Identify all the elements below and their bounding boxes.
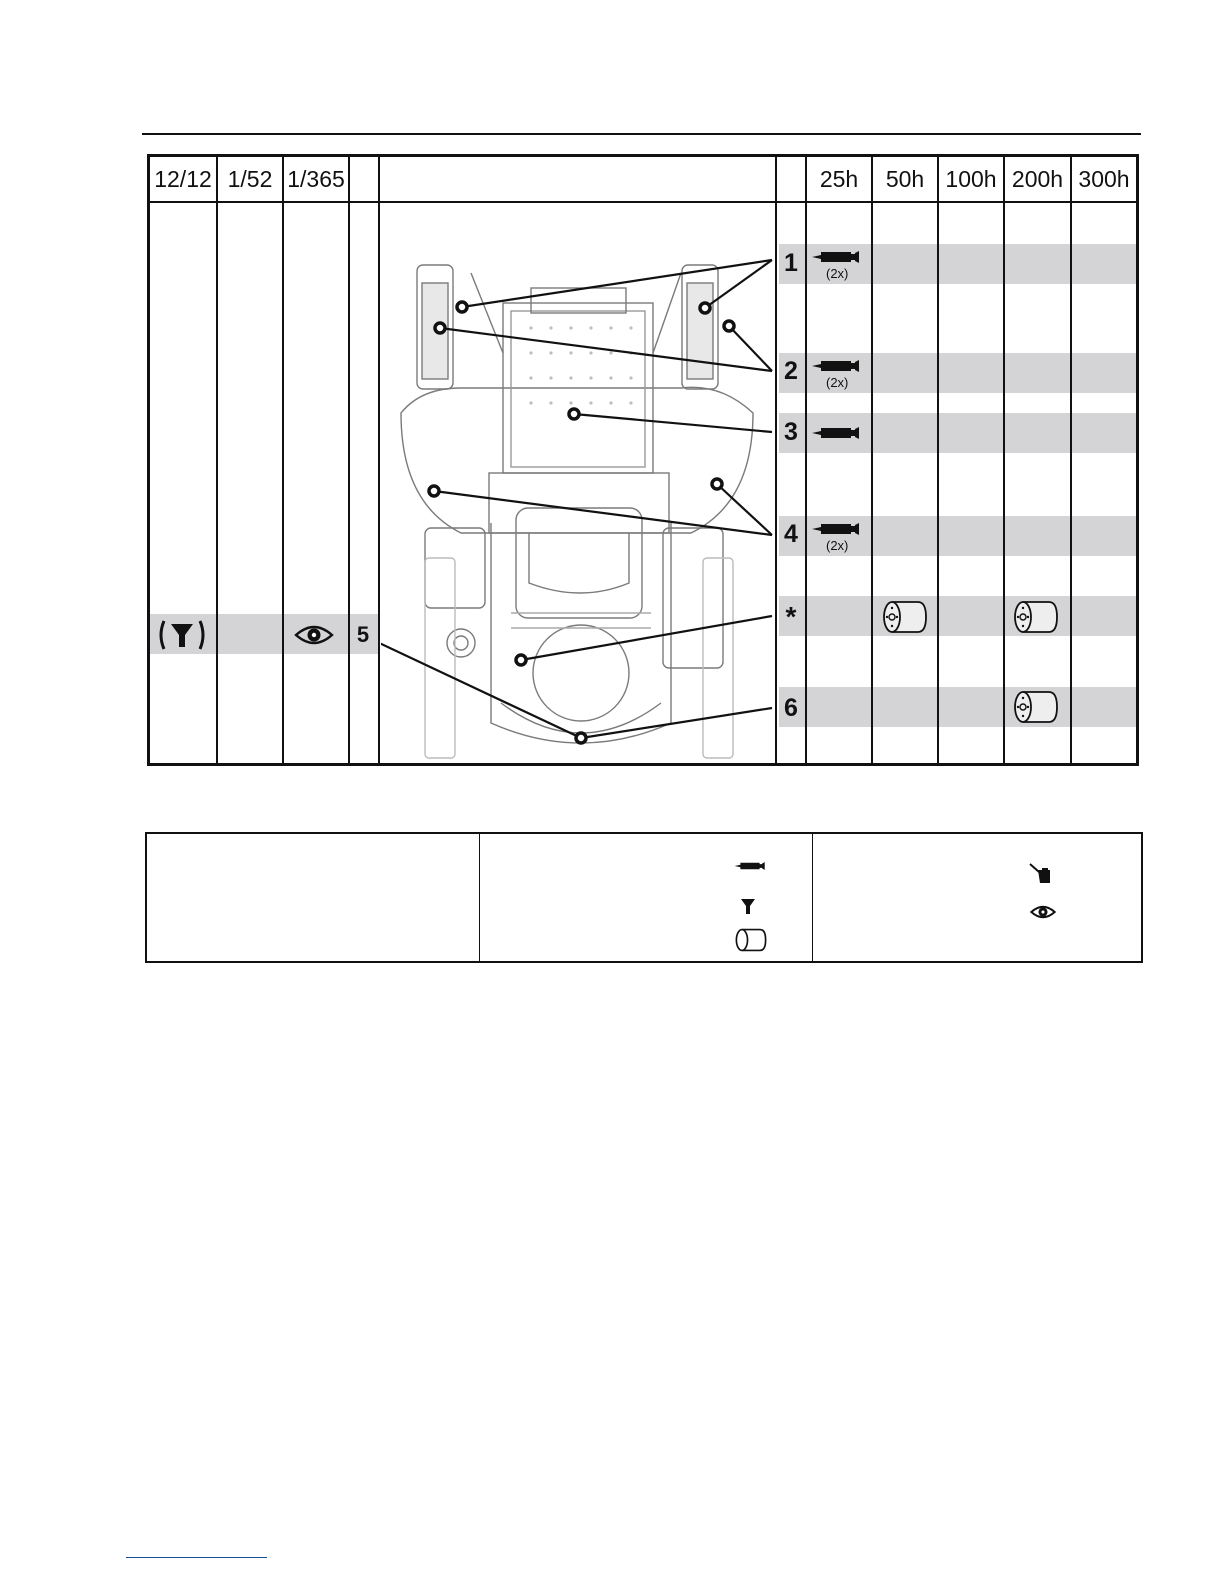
header-1-365: 1/365 (287, 165, 345, 192)
header-300h: 300h (1078, 165, 1130, 192)
row-number-4: 4 (784, 520, 798, 548)
eye-icon (294, 623, 334, 647)
row-count-2: (2x) (826, 375, 849, 390)
bearing-cylinder-icon (882, 600, 928, 634)
grease-gun-icon (811, 249, 861, 265)
bearing-cylinder-icon (1013, 600, 1059, 634)
bearing-cylinder-icon (735, 928, 767, 952)
row-band-star (779, 596, 1136, 636)
row-number-5: 5 (356, 622, 370, 647)
oil-can-icon (1029, 862, 1053, 884)
filter-icon (739, 897, 757, 915)
row-number-1: 1 (784, 249, 798, 277)
header-25h: 25h (819, 165, 859, 192)
row-number-2: 2 (784, 357, 798, 385)
bearing-cylinder-icon (1013, 690, 1059, 724)
grease-gun-icon (811, 425, 861, 441)
row-count-1: (2x) (826, 266, 849, 281)
header-50h: 50h (885, 165, 925, 192)
row-number-3: 3 (784, 418, 798, 446)
header-12-12: 12/12 (154, 165, 212, 192)
legend-box (145, 832, 1143, 963)
grease-gun-icon (734, 860, 766, 872)
filter-icon (158, 619, 206, 651)
row-number-star: * (785, 601, 797, 632)
row-number-6: 6 (784, 694, 798, 722)
row-count-4: (2x) (826, 538, 849, 553)
mower-illustration (381, 203, 777, 763)
page-top-rule (142, 133, 1141, 135)
header-200h: 200h (1011, 165, 1064, 192)
header-100h: 100h (945, 165, 997, 192)
grease-gun-icon (811, 358, 861, 374)
maintenance-schedule-table (147, 154, 1139, 766)
eye-icon (1030, 904, 1056, 920)
footer-link-underline (126, 1557, 267, 1558)
grease-gun-icon (811, 521, 861, 537)
row-band-6 (779, 687, 1136, 727)
header-1-52: 1/52 (227, 165, 273, 192)
